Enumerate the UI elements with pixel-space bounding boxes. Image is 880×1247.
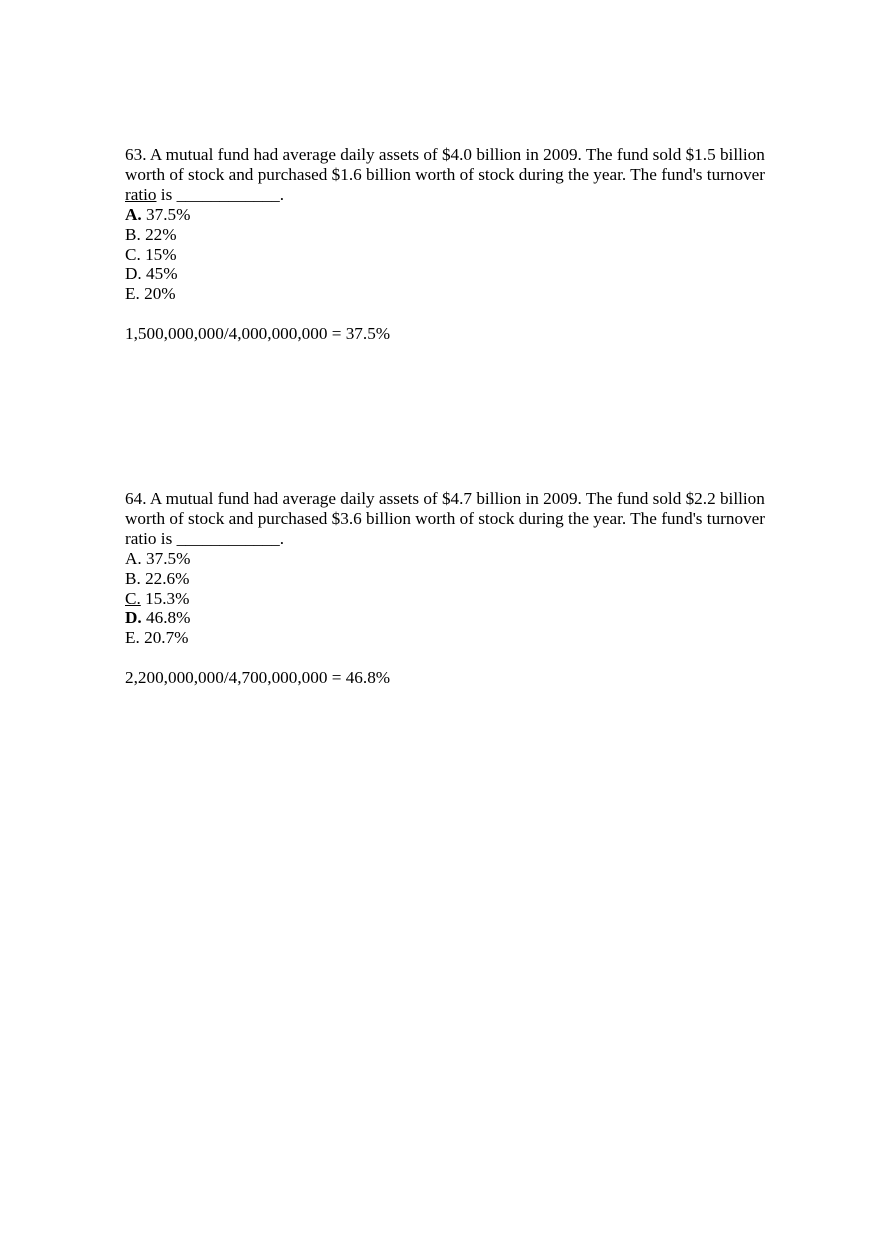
explanation: 2,200,000,000/4,700,000,000 = 46.8% xyxy=(125,668,391,688)
stem-period: . xyxy=(279,184,284,204)
option-letter: C. xyxy=(125,588,141,608)
option-letter: A. xyxy=(125,204,142,224)
question-stem xyxy=(125,489,775,549)
question-number: 63. xyxy=(125,145,147,164)
option-text: 37.5% xyxy=(141,204,191,224)
option-text: 20% xyxy=(139,284,176,304)
option-letter: B. xyxy=(125,224,141,244)
option-letter: D. xyxy=(125,608,142,628)
option-letter: E. xyxy=(125,628,140,648)
option-letter: C. xyxy=(125,244,141,264)
option-text: 46.8% xyxy=(141,608,191,628)
option-b xyxy=(125,225,775,245)
option-a xyxy=(125,205,775,225)
question-number: 64. xyxy=(125,489,147,508)
option-e xyxy=(125,628,775,648)
option-letter: B. xyxy=(125,568,141,588)
option-text: 20.7% xyxy=(139,628,189,648)
explanation: 1,500,000,000/4,000,000,000 = 37.5% xyxy=(125,324,391,344)
option-text: 15.3% xyxy=(140,588,190,608)
option-d xyxy=(125,608,775,628)
options-list xyxy=(125,549,775,649)
option-d xyxy=(125,264,775,284)
answer-blank: ____________ xyxy=(176,184,280,204)
option-letter: A. xyxy=(125,548,142,568)
option-b xyxy=(125,569,775,589)
option-e xyxy=(125,284,775,304)
option-text: 22.6% xyxy=(140,568,190,588)
option-letter: D. xyxy=(125,264,142,284)
option-text: 45% xyxy=(141,264,178,284)
answer-blank: ____________ xyxy=(176,528,280,548)
stem-text: is xyxy=(156,184,177,204)
option-letter: E. xyxy=(125,284,140,304)
question-64 xyxy=(125,489,775,688)
stem-text: A mutual fund had average daily assets of $4.7 billion in 2009. The fund sold $2.2 billion worth of stock and purchased $3.6 billion worth of stock during the year. The fund's turnover ratio is xyxy=(125,489,766,548)
stem-period: . xyxy=(279,528,284,548)
option-a xyxy=(125,549,775,569)
option-text: 15% xyxy=(140,244,177,264)
question-63 xyxy=(125,145,775,344)
option-text: 22% xyxy=(140,224,177,244)
option-c xyxy=(125,245,775,265)
stem-text: A mutual fund had average daily assets of $4.0 billion in 2009. The fund sold $1.5 billion worth of stock and purchased $1.6 billion worth of stock during the year. The fund's turnover xyxy=(125,145,766,184)
options-list xyxy=(125,205,775,305)
question-stem xyxy=(125,145,775,205)
option-text: 37.5% xyxy=(141,548,191,568)
option-c xyxy=(125,589,775,609)
stem-text-underlined: ratio xyxy=(125,184,157,204)
